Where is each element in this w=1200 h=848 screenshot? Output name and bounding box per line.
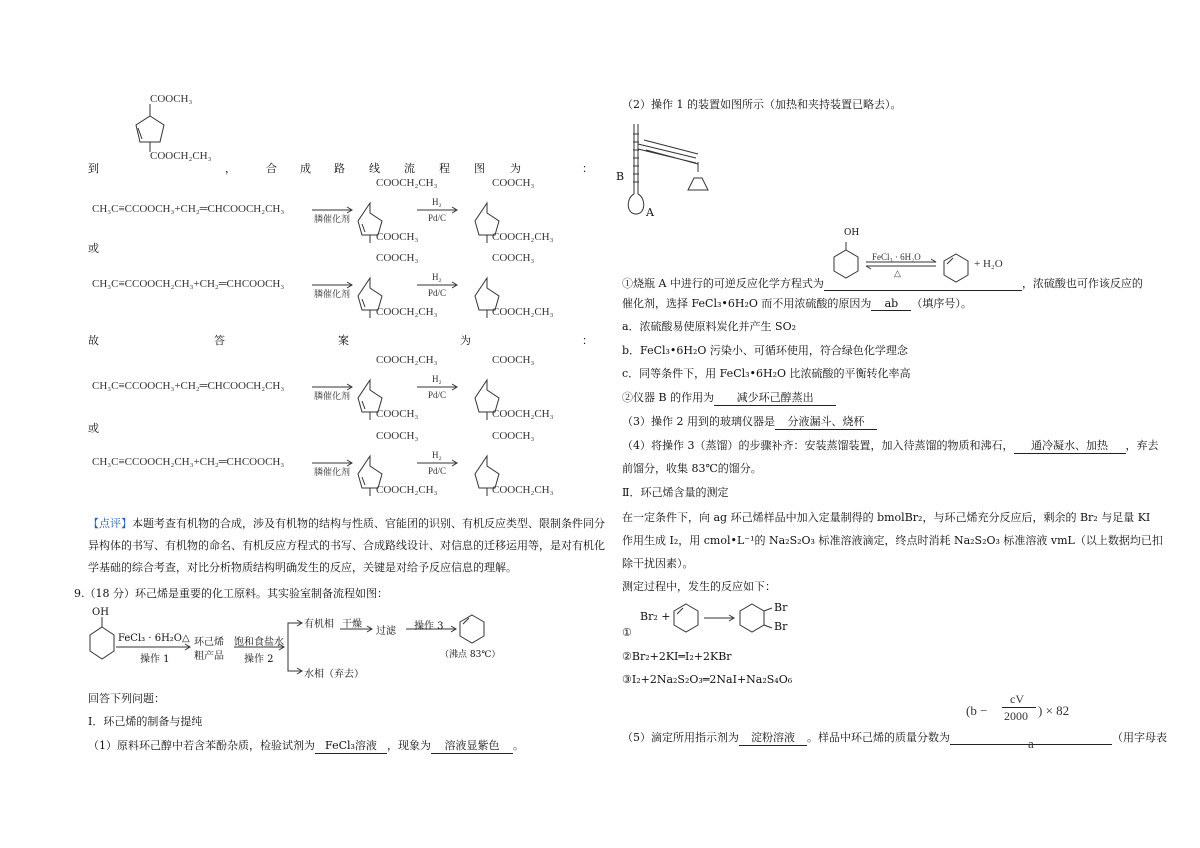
- route-prod-top: COOCH₃: [492, 354, 535, 366]
- rxn-water: + H₂O: [974, 258, 1003, 270]
- flow-crude1: 环己烯: [194, 637, 224, 648]
- answer-char: 为: [460, 334, 471, 347]
- route-int-bot: COOCH₂CH₃: [376, 306, 438, 318]
- q5-text: （5）滴定所用指示剂为: [622, 731, 739, 744]
- prep-flowchart: [88, 605, 598, 685]
- route-3: [88, 352, 598, 420]
- question-9: 9.（18 分）环己烯是重要的化工原料。其实验室制备流程如图：: [74, 587, 388, 600]
- para-line-3: 除干扰因素）。: [622, 557, 694, 570]
- route-1: [88, 175, 598, 243]
- q2-1-text: ，浓硫酸也可作该反应的: [1021, 277, 1143, 290]
- flow-op3: 操作 3: [414, 621, 444, 632]
- route-pd: Pd/C: [428, 213, 447, 223]
- flow-filter: 过滤: [376, 626, 396, 637]
- or-label: 或: [88, 242, 99, 255]
- q2-1-line-2: [622, 295, 972, 311]
- process-intro: 测定过程中，发生的反应如下：: [622, 580, 776, 593]
- intro-char: 图: [474, 162, 485, 175]
- comment-line-2: 异构体的书写、有机物的命名、有机反应方程式的书写、合成路线设计、对信息的迁移运用等，是对有机化: [88, 539, 605, 552]
- intro-char: 路: [334, 162, 345, 175]
- route-prod-top: COOCH₃: [492, 430, 535, 442]
- route-pd: Pd/C: [428, 288, 447, 298]
- flow-organic: 有机相: [304, 619, 334, 630]
- rxn-catalyst: FeCl₃ · 6H₂O: [872, 252, 921, 262]
- intro-char: 合: [266, 162, 277, 175]
- frac-a: a: [1028, 736, 1034, 751]
- q1-answer-1: FeCl₃溶液: [315, 737, 387, 754]
- route-h2: H₂: [432, 197, 442, 207]
- q2-1-text: （填序号）。: [911, 297, 972, 310]
- route-int-bot: COOCH₃: [376, 408, 419, 420]
- option-b: b．FeCl₃•6H₂O 污染小、可循环使用，符合绿色化学理念: [622, 344, 908, 357]
- q3-answer: 分液漏斗、烧杯: [775, 413, 877, 430]
- intro-char: 流: [404, 162, 415, 175]
- route-int-top: COOCH₂CH₃: [376, 354, 438, 366]
- section-1-title: Ⅰ．环己烯的制备与提纯: [88, 715, 203, 728]
- q1-text: ，现象为: [387, 739, 431, 752]
- route-reactants: CH₃C≡CCOOCH₃+CH₂═CHCOOCH₂CH₃: [92, 203, 285, 215]
- intro-char: 为: [510, 162, 521, 175]
- route-int-bot: COOCH₃: [376, 231, 419, 243]
- comment-text: 本题考查有机物的合成，涉及有机物的结构与性质、官能团的识别、有机反应类型、限制条件同分: [132, 517, 605, 530]
- q5-text: （用字母表: [1112, 731, 1167, 744]
- q2-1-line-1: [622, 275, 1143, 291]
- frac-cv: cV: [1010, 692, 1024, 706]
- answer-char: 答: [214, 334, 225, 347]
- q2-1-text: 催化剂，选择 FeCl₃•6H₂O 而不用浓硫酸的原因为: [622, 297, 872, 310]
- intro-char: 成: [300, 162, 311, 175]
- flow-reagent: FeCl₃ · 6H₂O△: [118, 633, 190, 644]
- section-2-title: Ⅱ．环己烯含量的测定: [622, 486, 729, 499]
- r1-br2: Br₂ +: [640, 610, 671, 623]
- q1-text: （1）原料环己醇中若含苯酚杂质，检验试剂为: [88, 739, 315, 752]
- or-label: 或: [88, 422, 99, 435]
- q2-2-answer: 减少环己醇蒸出: [714, 389, 836, 406]
- route-pd: Pd/C: [428, 390, 447, 400]
- intro-char: ：: [582, 162, 593, 175]
- flow-op1: 操作 1: [140, 654, 170, 665]
- frac-2000: 2000: [1004, 709, 1028, 723]
- q3: [622, 413, 877, 430]
- q2-1-blank: [824, 277, 1022, 291]
- route-catalyst: 膦催化剂: [314, 289, 351, 299]
- route-h2: H₂: [432, 374, 442, 384]
- route-prod-bot: COOCH₂CH₃: [492, 484, 554, 496]
- q4-text: （4）将操作 3（蒸馏）的步骤补齐：安装蒸馏装置，加入待蒸馏的物质和沸石，: [622, 439, 1014, 452]
- label-b: B: [616, 170, 625, 183]
- intro-comma: ，: [225, 162, 236, 175]
- route-catalyst: 膦催化剂: [314, 214, 351, 224]
- r1-br-top: Br: [774, 601, 788, 614]
- frac-inner-bar: [1002, 707, 1036, 708]
- q1-answer-2: 溶液显紫色: [431, 737, 513, 754]
- flow-dry: 干燥: [342, 619, 362, 630]
- para-line-1: 在一定条件下，向 ag 环己烯样品中加入定量制得的 bmolBr₂，与环己烯充分反应后，剩余的 Br₂ 与足量 KI: [622, 511, 1151, 524]
- q3-text: （3）操作 2 用到的玻璃仪器是: [622, 415, 775, 428]
- q2-1-text: ①烧瓶 A 中进行的可逆反应化学方程式为: [622, 277, 824, 290]
- route-catalyst: 膦催化剂: [314, 391, 351, 401]
- q4-line-1: [622, 437, 1159, 454]
- route-catalyst: 膦催化剂: [314, 467, 351, 477]
- rxn-oh: OH: [844, 228, 860, 238]
- rxn-heat: △: [894, 268, 901, 278]
- route-int-top: COOCH₃: [376, 252, 419, 264]
- intro-char: 到: [88, 162, 99, 175]
- route-h2: H₂: [432, 272, 442, 282]
- route-4: [88, 428, 598, 496]
- route-reactants: CH₃C≡CCOOCH₂CH₃+CH₂═CHCOOCH₃: [92, 456, 285, 468]
- route-prod-top: COOCH₃: [492, 252, 535, 264]
- route-h2: H₂: [432, 450, 442, 460]
- flow-crude2: 粗产品: [194, 651, 224, 662]
- q5-text: 。样品中环己烯的质量分数为: [807, 731, 950, 744]
- q2-2: [622, 389, 836, 406]
- struct-sub2: COOCH₂CH₃: [150, 150, 212, 162]
- route-int-top: COOCH₂CH₃: [376, 177, 438, 189]
- q4-answer: 通冷凝水、加热: [1014, 437, 1126, 454]
- reaction-2: ②Br₂+2KI═I₂+2KBr: [622, 650, 732, 663]
- q1-text: 。: [513, 739, 524, 752]
- distillation-apparatus: [624, 120, 734, 220]
- intro-char: 程: [439, 162, 450, 175]
- q4-line-2: 前馏分，收集 83℃的馏分。: [622, 462, 762, 475]
- flow-aqueous: 水相（弃去）: [304, 669, 364, 680]
- route-prod-bot: COOCH₂CH₃: [492, 231, 554, 243]
- q2-1-answer: ab: [871, 297, 911, 311]
- para-line-2: 作用生成 I₂，用 cmol•L⁻¹的 Na₂S₂O₃ 标准溶液滴定，终点时消耗 Na₂S₂O₃ 标准溶液 vmL（以上数据均已扣: [622, 534, 1163, 547]
- r1-br-bottom: Br: [774, 620, 788, 633]
- struct-sub1: COOCH₃: [150, 93, 193, 105]
- answer-prompt: 回答下列问题：: [88, 692, 165, 705]
- comment-line-1: [88, 515, 605, 531]
- frac-b: (b −: [966, 703, 988, 718]
- option-c: c．同等条件下，用 FeCl₃•6H₂O 比浓硫酸的平衡转化率高: [622, 367, 911, 380]
- route-prod-top: COOCH₃: [492, 177, 535, 189]
- route-2: [88, 250, 598, 318]
- flow-brine: 饱和食盐水: [234, 637, 284, 648]
- route-pd: Pd/C: [428, 466, 447, 476]
- flow-oh: OH: [92, 607, 109, 618]
- flow-op2: 操作 2: [244, 654, 274, 665]
- answer-char: 案: [338, 334, 349, 347]
- route-prod-bot: COOCH₂CH₃: [492, 306, 554, 318]
- mass-fraction-formula: [958, 690, 1108, 750]
- flow-bp: （沸点 83℃）: [440, 650, 501, 660]
- route-reactants: CH₃C≡CCOOCH₃+CH₂═CHCOOCH₂CH₃: [92, 380, 285, 392]
- reaction-3: ③I₂+2Na₂S₂O₃═2NaI+Na₂S₄O₆: [622, 673, 793, 686]
- r1-number: ①: [622, 626, 632, 639]
- label-a: A: [646, 206, 654, 219]
- question-1: [88, 737, 524, 754]
- route-prod-bot: COOCH₂CH₃: [492, 408, 554, 420]
- route-int-top: COOCH₃: [376, 430, 419, 442]
- q4-text: ，弃去: [1125, 439, 1159, 452]
- q2-2-text: ②仪器 B 的作用为: [622, 391, 715, 404]
- route-reactants: CH₃C≡CCOOCH₂CH₃+CH₂═CHCOOCH₃: [92, 278, 285, 290]
- question-2: （2）操作 1 的装置如图所示（加热和夹持装置已略去）。: [622, 98, 902, 111]
- q5-answer: 淀粉溶液: [739, 729, 807, 746]
- intro-char: 线: [369, 162, 380, 175]
- comment-line-3: 学基础的综合考查，对比分析物质结构明确发生的反应，关键是对给予反应信息的理解。: [88, 561, 517, 574]
- answer-char: ：: [582, 334, 593, 347]
- option-a: a．浓硫酸易使原料炭化并产生 SO₂: [622, 320, 797, 333]
- route-int-bot: COOCH₂CH₃: [376, 484, 438, 496]
- comment-tag: 【点评】: [88, 517, 132, 530]
- frac-tail: ) × 82: [1038, 703, 1070, 718]
- answer-char: 故: [88, 334, 99, 347]
